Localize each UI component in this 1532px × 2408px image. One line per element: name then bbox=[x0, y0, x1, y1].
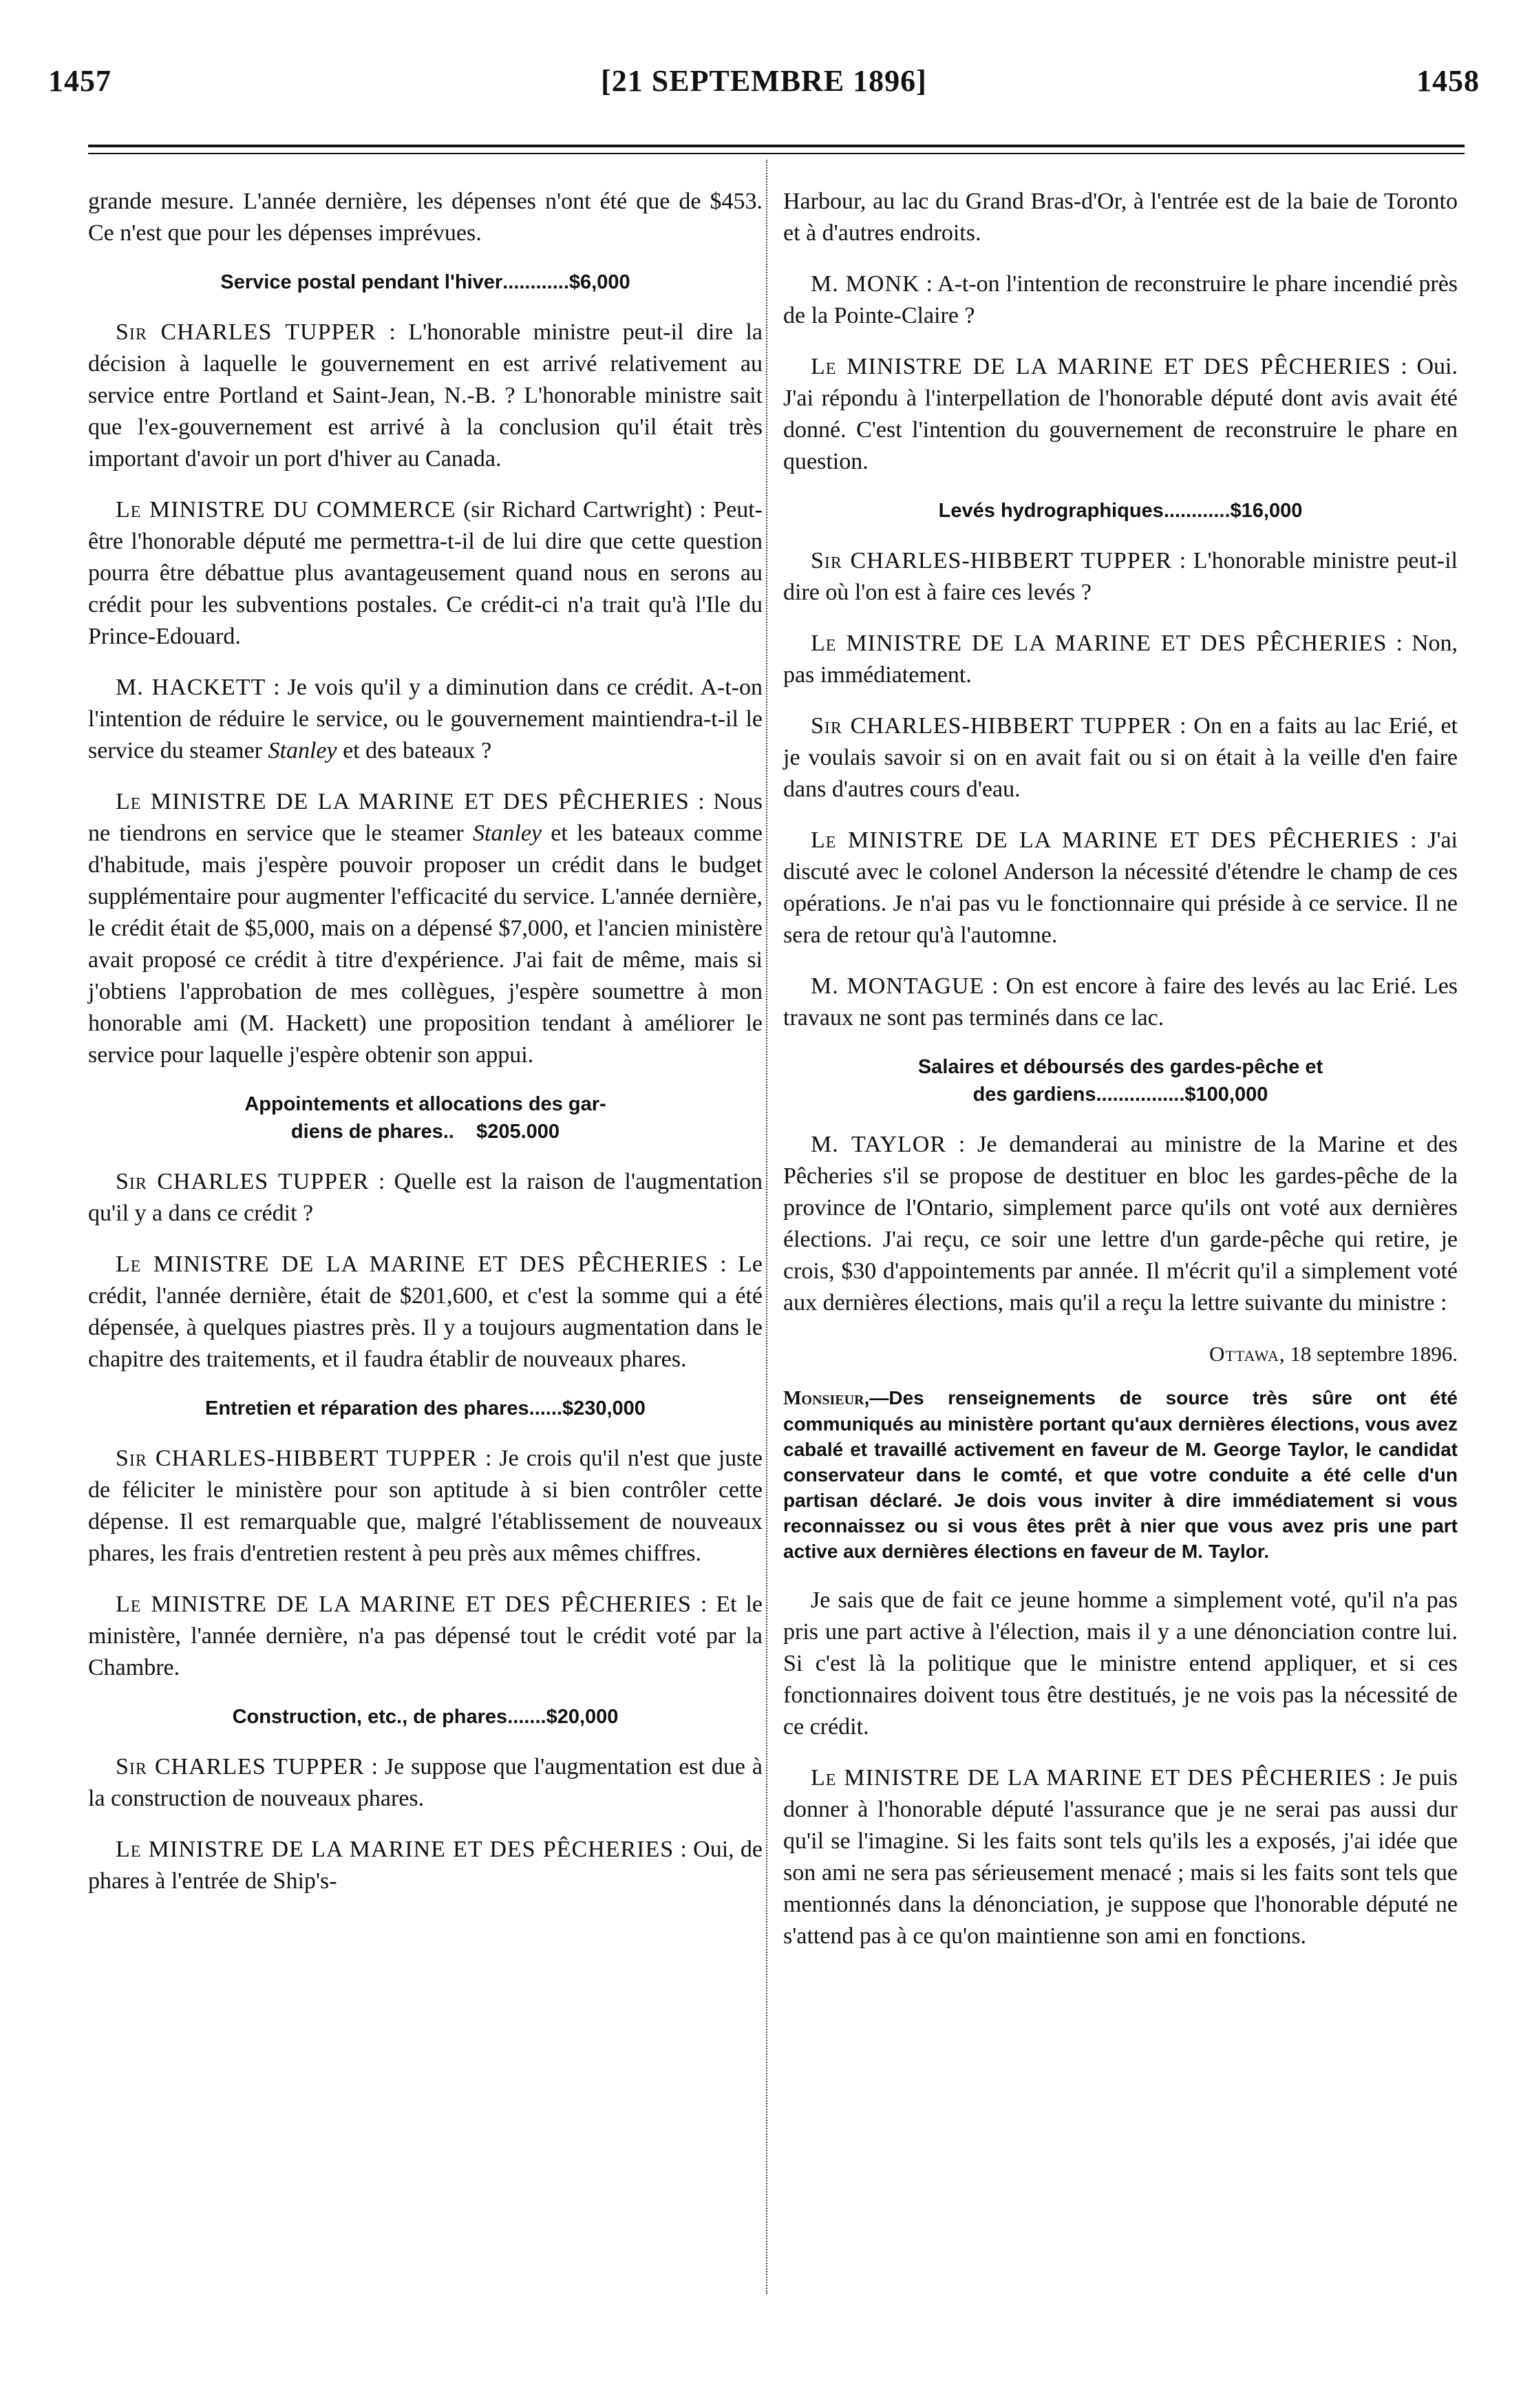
budget-item-label: diens de phares bbox=[290, 1121, 443, 1143]
paragraph: Harbour, au lac du Grand Bras-d'Or, à l'entrée est de la baie de Toronto et à d'autres endroits. bbox=[783, 189, 1458, 246]
speech-paragraph bbox=[783, 1129, 1458, 1319]
ship-name: Stanley bbox=[268, 738, 337, 763]
speech-text: : On en a faits au lac Erié, et je voulais savoir si on en avait fait ou si on était à la veille d'en faire dans d'autres cours d'eau. bbox=[783, 713, 1458, 802]
speech-text: : Je suppose que l'augmentation est due à la construction de nouveaux phares. bbox=[88, 1754, 763, 1811]
speech-text: : On est encore à faire des levés au lac Erié. Les travaux ne sont pas terminés dans ce lac. bbox=[783, 973, 1458, 1031]
speech-paragraph bbox=[783, 268, 1458, 332]
speech-paragraph bbox=[88, 1834, 763, 1897]
speaker-name: Sir CHARLES TUPPER bbox=[116, 1169, 370, 1194]
speech-paragraph bbox=[783, 545, 1458, 609]
speech-text: : Quelle est la raison de l'augmentation qu'il y a dans ce crédit ? bbox=[88, 1169, 763, 1226]
budget-item-label: Service postal pendant l'hiver bbox=[220, 271, 503, 293]
budget-item bbox=[783, 497, 1458, 525]
speech-text: : Oui, de phares à l'entrée de Ship's- bbox=[88, 1837, 763, 1894]
speech-text: et des bateaux ? bbox=[343, 738, 492, 763]
speaker-name: Le MINISTRE DE LA MARINE ET DES PÊCHERIES bbox=[811, 827, 1400, 853]
header-rule-thick bbox=[88, 145, 1465, 147]
speech-paragraph bbox=[88, 786, 763, 1071]
speech-text: : A-t-on l'intention de reconstruire le phare incendié près de la Pointe-Claire ? bbox=[783, 271, 1458, 328]
speech-text: : Nous ne tiendrons en service que le steamer bbox=[88, 789, 763, 846]
speech-paragraph bbox=[88, 1166, 763, 1229]
speech-text: : L'honorable ministre peut-il dire où l'on est à faire ces levés ? bbox=[783, 548, 1458, 605]
page-number-left: 1457 bbox=[48, 64, 111, 98]
right-column bbox=[783, 186, 1458, 1972]
speaker-name: M. HACKETT bbox=[116, 675, 266, 700]
letter-date-rest: , 18 septembre 1896. bbox=[1279, 1342, 1458, 1366]
budget-item-label: Appointements et allocations des gar- bbox=[244, 1093, 606, 1115]
leader-dots: .. bbox=[443, 1121, 454, 1143]
budget-item bbox=[88, 1395, 763, 1422]
leader-dots: ............ bbox=[502, 271, 569, 293]
speech-paragraph bbox=[783, 628, 1458, 691]
speech-text: : Non, pas immédiatement. bbox=[783, 631, 1458, 688]
speech-paragraph bbox=[88, 494, 763, 653]
speech-paragraph bbox=[783, 825, 1458, 951]
leader-dots: ....... bbox=[507, 1706, 546, 1728]
speech-paragraph bbox=[783, 351, 1458, 478]
speaker-name: M. MONTAGUE bbox=[811, 973, 985, 999]
letter-salutation: Monsieur bbox=[783, 1388, 864, 1409]
paragraph: grande mesure. L'année dernière, les dépenses n'ont été que de $453. Ce n'est que pour les dépenses imprévues. bbox=[88, 189, 763, 246]
speech-paragraph bbox=[783, 971, 1458, 1034]
budget-item-label: des gardiens bbox=[972, 1084, 1096, 1106]
speaker-name: Sir CHARLES TUPPER bbox=[116, 319, 376, 345]
speaker-name: Le MINISTRE DE LA MARINE ET DES PÊCHERIES bbox=[811, 631, 1387, 656]
budget-item-amount: $6,000 bbox=[568, 271, 630, 293]
speaker-name: M. TAYLOR bbox=[811, 1132, 946, 1157]
speaker-name: Sir CHARLES-HIBBERT TUPPER bbox=[116, 1446, 478, 1471]
speech-text: : Je crois qu'il n'est que juste de féliciter le ministère pour son aptitude à si bien contrôler cette dépense. Il est remarquable que, malgré l'établissement de nouveaux phares, les frais d'entretien restent à peu près aux mêmes chiffres. bbox=[88, 1446, 763, 1566]
budget-item-label: Salaires et déboursés des gardes-pêche et bbox=[917, 1056, 1323, 1078]
speech-text: : Le crédit, l'année dernière, était de $201,600, et c'est la somme qui a été dépensée, à quelques piastres près. Il y a toujours augmentation dans le chapitre des traitements, et il faudra établir de nouveaux phares. bbox=[88, 1251, 763, 1372]
speaker-name: Sir CHARLES-HIBBERT TUPPER bbox=[811, 713, 1173, 739]
page-header bbox=[48, 63, 1480, 112]
speech-text: : Je demanderai au ministre de la Marine et des Pêcheries s'il se propose de destituer en bloc les gardes-pêche de la province de l'Ontario, simplement parce qu'ils ont voté aux dernières élections. J'ai reçu, ce soir une lettre d'un garde-pêche qui retire, je crois, $30 d'appointements par année. Il m'écrit qu'il a simplement voté aux dernières élections, mais qu'il a reçu la lettre suivante du ministre : bbox=[783, 1132, 1458, 1316]
speaker-name: M. MONK bbox=[811, 271, 920, 297]
budget-item bbox=[88, 1703, 763, 1731]
left-column bbox=[88, 186, 763, 1916]
speaker-name: Le MINISTRE DE LA MARINE ET DES PÊCHERIES bbox=[116, 1251, 709, 1277]
budget-item-label: Construction, etc., de phares bbox=[232, 1706, 508, 1728]
speaker-name: Sir CHARLES-HIBBERT TUPPER bbox=[811, 548, 1173, 573]
budget-item bbox=[88, 268, 763, 296]
speech-text: : Je puis donner à l'honorable député l'assurance que je ne serai pas aussi dur qu'il se l'imagine. Si les faits sont tels qu'ils les a exposés, j'ai idée que son ami ne sera pas sérieusement menacé ; mais si les faits sont tels que mentionnés dans la dénonciation, je suppose que l'honorable député ne s'attend pas à ce qu'on maintienne son ami en fonctions. bbox=[783, 1765, 1458, 1949]
speech-text: : Oui. J'ai répondu à l'interpellation de l'honorable député dont avis avait été donné. C'est l'intention du gouvernement de reconstruire le phare en question. bbox=[783, 354, 1458, 474]
speech-text: : J'ai discuté avec le colonel Anderson la nécessité d'étendre le champ de ces opérations. Je n'ai pas vu le fonctionnaire qui préside à ce service. Il ne sera de retour qu'à l'automne. bbox=[783, 827, 1458, 948]
budget-item-amount: $16,000 bbox=[1230, 500, 1303, 522]
speech-paragraph bbox=[88, 1249, 763, 1375]
speech-paragraph bbox=[783, 710, 1458, 805]
budget-item-amount: $20,000 bbox=[546, 1706, 619, 1728]
letter-city: Ottawa bbox=[1209, 1342, 1279, 1366]
speech-paragraph bbox=[88, 1443, 763, 1570]
paragraph: Je sais que de fait ce jeune homme a simplement voté, qu'il n'a pas pris une part active à l'élection, mais il y a une dénonciation contre lui. Si c'est là la politique que le ministre entend appliquer, et si ces fonctionnaires doivent tous être destitués, je ne vois pas la nécessité de ce crédit. bbox=[783, 1587, 1458, 1740]
column-separator bbox=[766, 160, 767, 2294]
page-number-right: 1458 bbox=[1416, 64, 1480, 98]
speech-paragraph bbox=[88, 672, 763, 767]
speech-paragraph bbox=[783, 1762, 1458, 1952]
speaker-name: Sir CHARLES TUPPER bbox=[116, 1754, 365, 1779]
leader-dots: ................ bbox=[1096, 1084, 1185, 1106]
speaker-name: Le MINISTRE DE LA MARINE ET DES PÊCHERIES bbox=[811, 1765, 1372, 1791]
speech-text: : Je vois qu'il y a diminution dans ce crédit. A-t-on l'intention de réduire le service, ou le gouvernement maintiendra-t-il le service du steamer bbox=[88, 675, 763, 763]
budget-item bbox=[88, 1090, 763, 1145]
header-rule-thin bbox=[88, 153, 1465, 154]
budget-item-amount: $230,000 bbox=[562, 1397, 646, 1419]
budget-item-label: Entretien et réparation des phares bbox=[205, 1397, 529, 1419]
ship-name: Stanley bbox=[472, 821, 542, 846]
speech-paragraph bbox=[88, 1589, 763, 1684]
speaker-name: Le MINISTRE DE LA MARINE ET DES PÊCHERIES bbox=[116, 1837, 674, 1862]
letter-text: ,—Des renseignements de source très sûre ont été communiqués au ministère portant qu'aux dernières élections, vous avez cabalé et travaillé activement en faveur de M. George Taylor, le candidat conservateur dans le comté, et que votre conduite a été celle d'un partisan déclaré. Je dois vous inviter à dire immédiatement si vous reconnaissez ou si vous êtes prêt à nier que vous avez pris une part active aux dernières élections en faveur de M. Taylor. bbox=[783, 1387, 1458, 1562]
speaker-name: Le MINISTRE DU COMMERCE bbox=[116, 497, 456, 522]
speaker-name: Le MINISTRE DE LA MARINE ET DES PÊCHERIES bbox=[116, 789, 690, 814]
speech-text: et les bateaux comme d'habitude, mais j'espère pouvoir proposer un crédit dans le budget supplémentaire pour augmenter l'efficacité du service. L'année dernière, le crédit était de $5,000, mais on a dépensé $7,000, et l'ancien ministère avait proposé ce crédit à titre d'expérience. J'ai fait de même, mais si j'obtiens l'approbation de mes collègues, j'espère soumettre à mon honorable ami (M. Hackett) une proposition tendant à améliorer le service pour laquelle j'espère obtenir son appui. bbox=[88, 821, 763, 1068]
budget-item-amount: $100,000 bbox=[1184, 1084, 1268, 1106]
budget-item-label: Levés hydrographiques bbox=[938, 500, 1164, 522]
speaker-name: Le MINISTRE DE LA MARINE ET DES PÊCHERIES bbox=[116, 1592, 692, 1617]
leader-dots: ............ bbox=[1163, 500, 1231, 522]
letter-date bbox=[783, 1338, 1458, 1370]
speech-text: : L'honorable ministre peut-il dire la décision à laquelle le gouvernement en est arrivé relativement au service entre Portland et Saint-Jean, N.-B. ? L'honorable ministre sait que l'ex-gouvernement est arrivé à la conclusion qu'il était très important d'avoir un port d'hiver au Canada. bbox=[88, 319, 763, 472]
speech-text: (sir Richard Cartwright) : Peut-être l'honorable député me permettra-t-il de lui dire que cette question pourra être débattue plus avantageusement quand nous en serons au crédit pour les subventions postales. Ce crédit-ci n'a trait qu'à l'Ile du Prince-Edouard. bbox=[88, 497, 763, 649]
header-date: [21 SEPTEMBRE 1896] bbox=[601, 64, 927, 98]
budget-item-line bbox=[102, 1118, 749, 1145]
budget-item-amount: $205.000 bbox=[476, 1121, 560, 1143]
leader-dots: ...... bbox=[529, 1397, 562, 1419]
speech-paragraph bbox=[88, 317, 763, 475]
budget-item bbox=[783, 1053, 1458, 1108]
speech-paragraph bbox=[88, 1751, 763, 1815]
quoted-letter bbox=[783, 1385, 1458, 1564]
speech-text: : Et le ministère, l'année dernière, n'a pas dépensé tout le crédit voté par la Chambre. bbox=[88, 1592, 763, 1680]
budget-item-line bbox=[797, 1081, 1444, 1108]
speaker-name: Le MINISTRE DE LA MARINE ET DES PÊCHERIES bbox=[811, 354, 1392, 379]
